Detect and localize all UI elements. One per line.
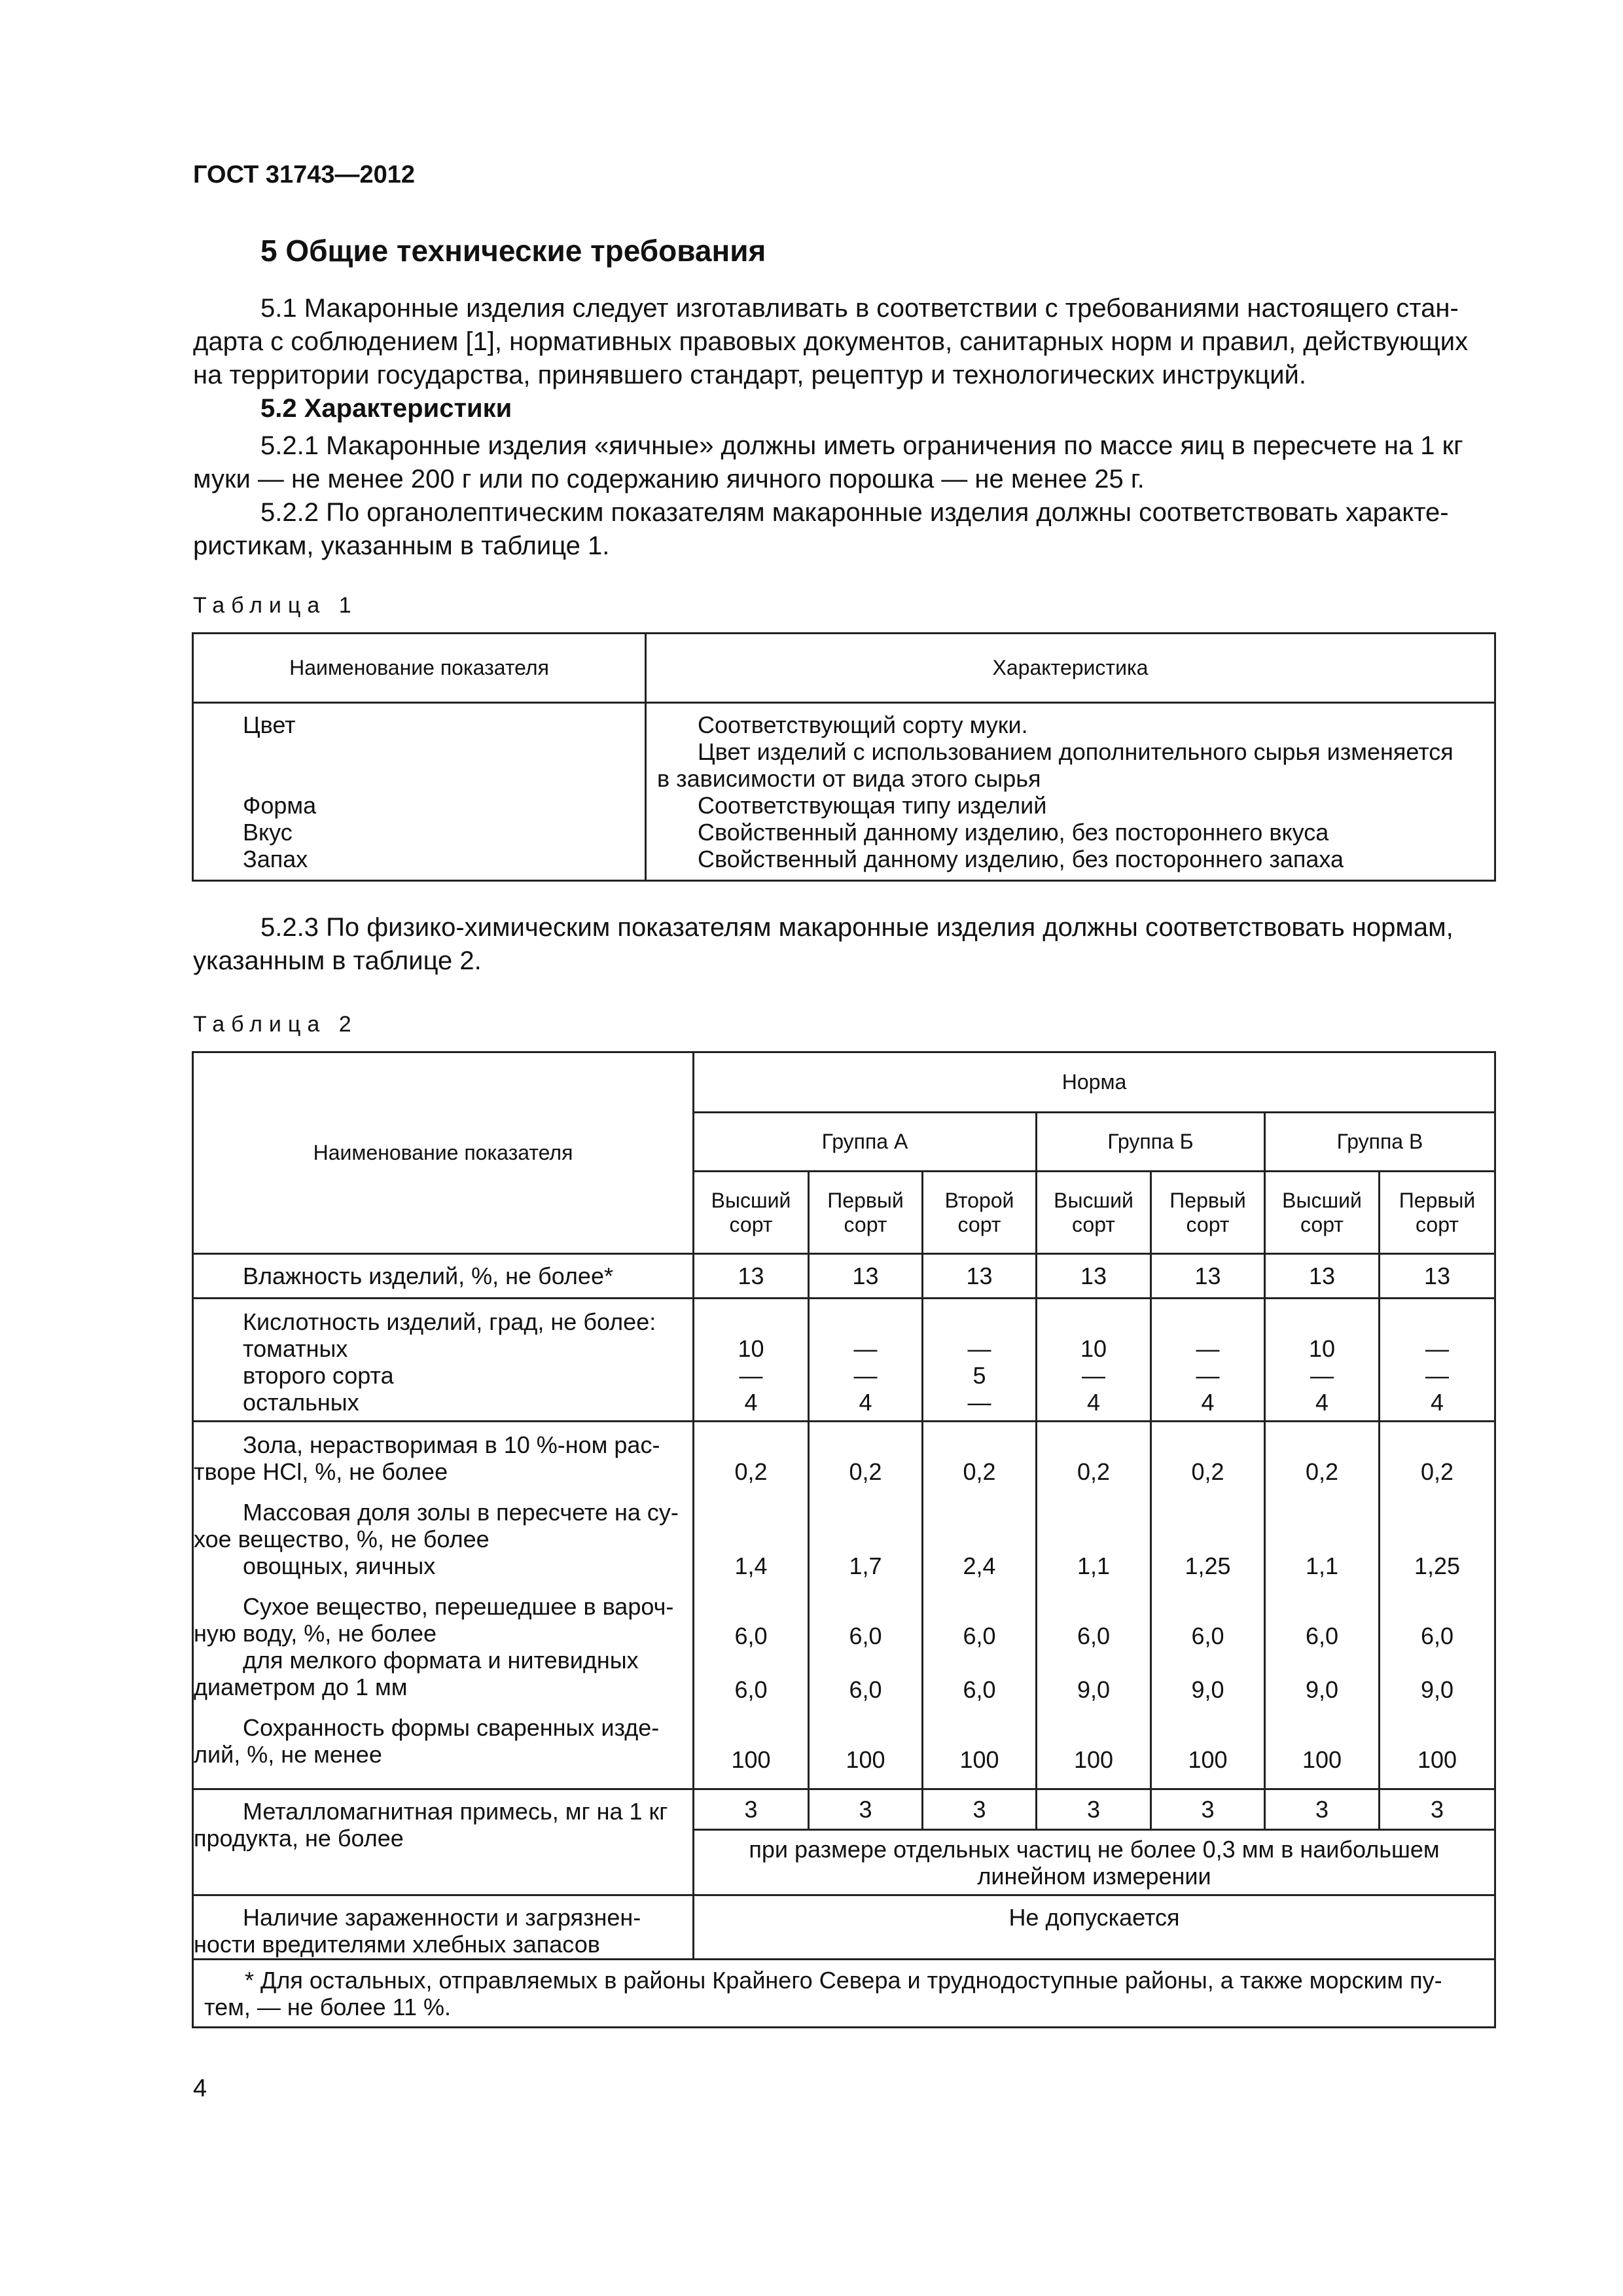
table-1 (192, 632, 1496, 882)
paragraph-5-2-2-line-2: ристикам, указанным в таблице 1. (193, 531, 610, 560)
table-2-grade-6: Высший сорт (1265, 1172, 1380, 1254)
table-2-acidity-sub-1: томатных (243, 1335, 348, 1362)
table-2-shape-v1: 100 (731, 1746, 771, 1773)
table-2-dry-name-1: Сухое вещество, перешедшее в вароч- (243, 1593, 674, 1620)
table-2-header-norm: Норма (694, 1052, 1495, 1113)
table-2-acidity-c2-tomato: — (853, 1335, 878, 1362)
table-2-grade-1: Высший сорт (694, 1172, 809, 1254)
table-2-grade-4: Высший сорт (1037, 1172, 1151, 1254)
table-2-dry1-v5: 6,0 (1191, 1623, 1224, 1649)
table-1-value-form: Соответствующая типу изделий (698, 792, 1047, 819)
table-2-metal-v5: 3 (1151, 1789, 1265, 1830)
table-2-footnote-2: тем, — не более 11 %. (204, 1994, 452, 2020)
subsection-5-2-heading: 5.2 Характеристики (260, 394, 512, 423)
paragraph-5-1-line-1: 5.1 Макаронные изделия следует изготавливать в соответствии с требованиями настоящего стан- (260, 294, 1459, 323)
table-2-acidity-name-cell (193, 1299, 694, 1422)
table-1-name-form: Форма (243, 792, 317, 819)
table-2-acidity-col-2 (809, 1299, 923, 1422)
table-2-quality-col-3 (923, 1422, 1037, 1789)
table-1-body-row (193, 703, 1495, 881)
table-2-moisture-v2: 13 (809, 1254, 923, 1299)
table-2-ashdry-v3: 2,4 (963, 1552, 996, 1579)
table-2-acidity-c4-other: 4 (1086, 1389, 1101, 1416)
table-2-row-moisture (193, 1254, 1495, 1299)
table-2-shape-v5: 100 (1188, 1746, 1228, 1773)
table-2-acidity-c7-tomato: — (1425, 1335, 1449, 1362)
table-1-value-color-1: Соответствующий сорту муки. (698, 711, 1028, 738)
table-2-ash-v5: 0,2 (1191, 1458, 1224, 1485)
table-2-dry2-v3: 6,0 (963, 1676, 996, 1703)
paragraph-5-1-line-3: на территории государства, принявшего стандарт, рецептур и технологических инструкций. (193, 361, 1307, 389)
paragraph-5-2-2 (193, 496, 1497, 563)
table-2-ashdry-name-3: овощных, яичных (243, 1552, 436, 1579)
paragraph-5-2-3-line-1: 5.2.3 По физико-химическим показателям макаронные изделия должны соответствовать нормам, (260, 913, 1454, 942)
table-2-quality-col-2 (809, 1422, 923, 1789)
paragraph-5-1-line-2: дарта с соблюдением [1], нормативных правовых документов, санитарных норм и правил, действующих (193, 327, 1469, 356)
table-2-moisture-v3: 13 (923, 1254, 1037, 1299)
table-2-acidity-c3-tomato: — (967, 1335, 991, 1362)
table-2-acidity-c5-tomato: — (1196, 1335, 1220, 1362)
table-2-quality-col-5 (1151, 1422, 1265, 1789)
paragraph-5-1 (193, 292, 1497, 392)
table-2-header-name: Наименование показателя (193, 1052, 694, 1254)
table-2-dry2-v5: 9,0 (1191, 1676, 1224, 1703)
table-2-dry1-v1: 6,0 (734, 1623, 768, 1649)
table-2-dry2-v4: 9,0 (1077, 1676, 1111, 1703)
table-2-dry1-v2: 6,0 (849, 1623, 882, 1649)
table-2-moisture-v7: 13 (1380, 1254, 1495, 1299)
table-2-ash-name-1: Зола, нерастворимая в 10 %-ном рас- (243, 1431, 660, 1458)
table-2-dry2-v2: 6,0 (849, 1676, 882, 1703)
table-2-acidity-col-3 (923, 1299, 1037, 1422)
table-2-acidity-c3-other: — (967, 1389, 991, 1416)
table-1-names-cell (193, 703, 646, 881)
table-1-value-color-2: Цвет изделий с использованием дополнительного сырья изменяется (698, 738, 1454, 765)
table-2-acidity-sub-2: второго сорта (243, 1362, 394, 1389)
table-2-ash-name-2: творе HCl, %, не более (194, 1458, 448, 1485)
table-2-row-footnote (193, 1960, 1495, 2028)
table-2-acidity-c2-second: — (853, 1362, 878, 1389)
table-1-caption: Таблица 1 (193, 593, 358, 618)
table-2-ash-v4: 0,2 (1077, 1458, 1111, 1485)
table-2-quality-names (193, 1422, 694, 1789)
table-2-ashdry-name-1: Массовая доля золы в пересчете на су- (243, 1499, 679, 1526)
table-2-metal-v4: 3 (1037, 1789, 1151, 1830)
table-2-quality-col-1 (694, 1422, 809, 1789)
table-2-pests-name-1: Наличие зараженности и загрязнен- (243, 1904, 641, 1931)
table-2-dry1-v3: 6,0 (963, 1623, 996, 1649)
table-2-pests-name-cell (193, 1895, 694, 1960)
table-1-value-color-3: в зависимости от вида этого сырья (657, 765, 1041, 792)
table-2-dry-name-3: для мелкого формата и нитевидных (243, 1647, 639, 1674)
paragraph-5-2-1-line-2: муки — не менее 200 г или по содержанию яичного порошка — не менее 25 г. (193, 465, 1145, 493)
table-1-header-row (193, 634, 1495, 703)
table-2-dry2-v6: 9,0 (1305, 1676, 1339, 1703)
paragraph-5-2-1 (193, 429, 1497, 496)
table-2-shape-v2: 100 (846, 1746, 885, 1773)
table-2-ash-v2: 0,2 (849, 1458, 882, 1485)
table-2-acidity-col-1 (694, 1299, 809, 1422)
page-number: 4 (193, 2075, 207, 2102)
table-2-row-metal (193, 1789, 1495, 1830)
table-2-shape-v4: 100 (1073, 1746, 1114, 1773)
table-2-metal-note-2: линейном измерении (977, 1862, 1211, 1890)
table-2-metal-v2: 3 (809, 1789, 923, 1830)
table-2-metal-name-cell (193, 1789, 694, 1895)
table-2-quality-col-7 (1380, 1422, 1495, 1789)
table-2-acidity-c5-other: 4 (1201, 1389, 1215, 1416)
table-2-row-pests (193, 1895, 1495, 1960)
table-2-ash-v1: 0,2 (734, 1458, 768, 1485)
table-1-name-smell: Запах (243, 846, 308, 872)
table-2-metal-v1: 3 (694, 1789, 809, 1830)
table-2-pests-value: Не допускается (694, 1895, 1495, 1960)
table-1-name-color: Цвет (243, 711, 296, 738)
table-1-value-smell: Свойственный данному изделию, без постороннего запаха (698, 846, 1344, 872)
table-2-shape-v3: 100 (959, 1746, 999, 1773)
table-2-ashdry-name-2: хое вещество, %, не более (194, 1526, 490, 1552)
table-2-ashdry-v6: 1,1 (1305, 1552, 1339, 1579)
table-2-group-a: Группа А (694, 1113, 1037, 1172)
table-2-caption: Таблица 2 (193, 1012, 358, 1037)
table-2-ashdry-v1: 1,4 (734, 1552, 768, 1579)
table-2-grade-5: Первый сорт (1151, 1172, 1265, 1254)
table-2-dry-name-2: ную воду, %, не более (194, 1620, 437, 1647)
table-2-acidity-c2-other: 4 (859, 1389, 872, 1416)
table-2-acidity-c5-second: — (1196, 1362, 1220, 1389)
table-2-dry1-v6: 6,0 (1305, 1623, 1339, 1649)
table-2-metal-name-1: Металломагнитная примесь, мг на 1 кг (243, 1798, 668, 1825)
table-2-moisture-v6: 13 (1265, 1254, 1380, 1299)
table-1-header-characteristic: Характеристика (646, 634, 1495, 703)
table-2-ashdry-v2: 1,7 (849, 1552, 882, 1579)
table-2-acidity-c6-second: — (1310, 1362, 1334, 1389)
table-2-acidity-c6-tomato: 10 (1308, 1335, 1336, 1362)
table-2-acidity-col-4 (1037, 1299, 1151, 1422)
table-2-acidity-col-7 (1380, 1299, 1495, 1422)
table-1-header-name: Наименование показателя (193, 634, 646, 703)
table-2-acidity-c7-other: 4 (1430, 1389, 1444, 1416)
paragraph-5-2-3 (193, 911, 1497, 978)
table-1-values-cell (646, 703, 1495, 881)
table-2-acidity-col-6 (1265, 1299, 1380, 1422)
table-2-row-quality-block (193, 1422, 1495, 1789)
table-2-metal-name-2: продукта, не более (194, 1825, 404, 1852)
table-2-ashdry-v7: 1,25 (1414, 1552, 1461, 1579)
table-2-ash-v3: 0,2 (963, 1458, 996, 1485)
table-2-shape-name-1: Сохранность формы сваренных изде- (243, 1714, 660, 1741)
table-2-shape-v7: 100 (1417, 1746, 1457, 1773)
table-2-footnote-1: * Для остальных, отправляемых в районы Крайнего Севера и труднодоступные районы, а также морским пу- (245, 1967, 1442, 1994)
document-header: ГОСТ 31743—2012 (193, 161, 416, 188)
table-2-acidity-name: Кислотность изделий, град, не более: (243, 1308, 656, 1335)
table-2-metal-v6: 3 (1265, 1789, 1380, 1830)
table-2-acidity-c4-tomato: 10 (1080, 1335, 1107, 1362)
table-2-acidity-c1-other: 4 (744, 1389, 758, 1416)
table-2-group-b: Группа Б (1037, 1113, 1265, 1172)
table-2-grade-7: Первый сорт (1380, 1172, 1495, 1254)
table-2-acidity-c6-other: 4 (1315, 1389, 1329, 1416)
table-2-shape-name-2: лий, %, не менее (194, 1741, 382, 1768)
table-2-grade-3: Второй сорт (923, 1172, 1037, 1254)
table-2-acidity-sub-3: остальных (243, 1389, 359, 1416)
table-2-ash-v7: 0,2 (1420, 1458, 1454, 1485)
table-2-dry1-v7: 6,0 (1420, 1623, 1454, 1649)
table-2-metal-note (694, 1830, 1495, 1895)
table-2-dry-name-4: диаметром до 1 мм (194, 1674, 408, 1700)
section-title: 5 Общие технические требования (260, 234, 766, 268)
table-2-acidity-col-5 (1151, 1299, 1265, 1422)
table-2-acidity-c1-second: — (739, 1362, 763, 1389)
paragraph-5-2-3-line-2: указанным в таблице 2. (193, 946, 482, 975)
table-2-acidity-c7-second: — (1425, 1362, 1449, 1389)
table-2-acidity-c4-second: — (1082, 1362, 1105, 1389)
table-2-moisture-v1: 13 (694, 1254, 809, 1299)
table-2-shape-v6: 100 (1302, 1746, 1342, 1773)
table-2-grade-2: Первый сорт (809, 1172, 923, 1254)
table-2-pests-name-2: ности вредителями хлебных запасов (194, 1931, 600, 1958)
table-2-footnote (193, 1960, 1495, 2028)
table-2-dry2-v7: 9,0 (1420, 1676, 1454, 1703)
table-2-metal-note-1: при размере отдельных частиц не более 0,3 мм в наибольшем (749, 1835, 1440, 1863)
table-2-metal-v3: 3 (923, 1789, 1037, 1830)
table-1-name-taste: Вкус (243, 819, 293, 846)
table-2-moisture-name: Влажность изделий, %, не более* (193, 1254, 694, 1299)
table-2-quality-col-4 (1037, 1422, 1151, 1789)
table-1-value-taste: Свойственный данному изделию, без постороннего вкуса (698, 819, 1329, 846)
table-2-row-acidity (193, 1299, 1495, 1422)
table-2-acidity-c1-tomato: 10 (738, 1335, 764, 1362)
table-2-moisture-v4: 13 (1037, 1254, 1151, 1299)
table-2-quality-col-6 (1265, 1422, 1380, 1789)
table-2-acidity-c3-second: 5 (972, 1362, 986, 1389)
table-2-dry2-v1: 6,0 (734, 1676, 768, 1703)
table-2-ashdry-v5: 1,25 (1185, 1552, 1231, 1579)
table-2-dry1-v4: 6,0 (1077, 1623, 1111, 1649)
table-2-ash-v6: 0,2 (1305, 1458, 1339, 1485)
table-2-moisture-v5: 13 (1151, 1254, 1265, 1299)
table-2 (192, 1051, 1496, 2028)
table-2-ashdry-v4: 1,1 (1077, 1552, 1111, 1579)
table-2-group-v: Группа В (1265, 1113, 1495, 1172)
table-2-metal-v7: 3 (1380, 1789, 1495, 1830)
paragraph-5-2-1-line-1: 5.2.1 Макаронные изделия «яичные» должны иметь ограничения по массе яиц в пересчете на 1 кг (260, 431, 1463, 460)
paragraph-5-2-2-line-1: 5.2.2 По органолептическим показателям макаронные изделия должны соответствовать характе- (260, 498, 1449, 527)
